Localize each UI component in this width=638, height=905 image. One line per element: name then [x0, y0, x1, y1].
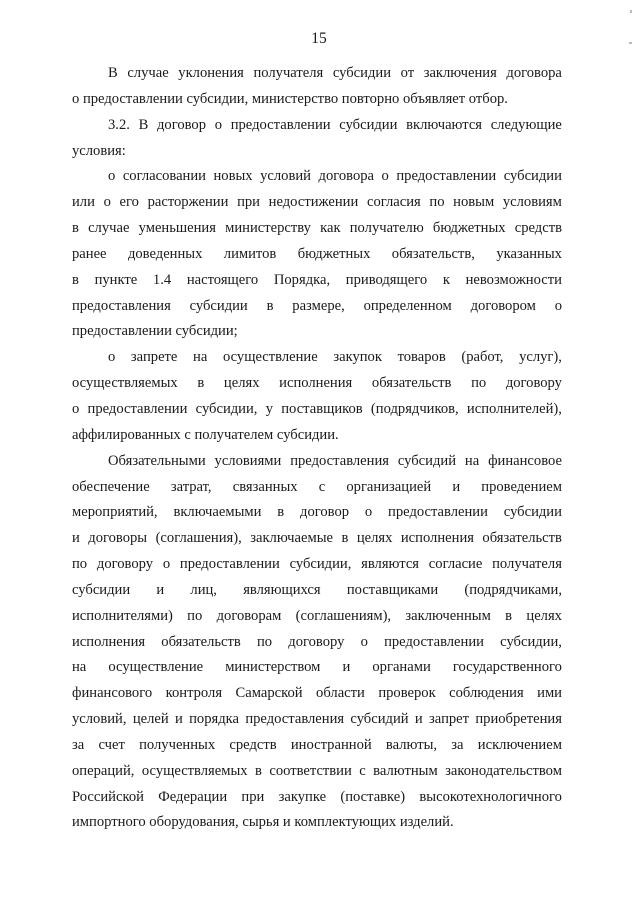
text-line: субсидии и лиц, являющихся поставщиками (подрядчиками,	[72, 581, 562, 598]
paragraph	[72, 164, 562, 345]
text-line: о запрете на осуществление закупок товаров (работ, услуг),	[108, 349, 562, 366]
text-line: условия:	[72, 142, 126, 159]
document-body	[72, 61, 562, 836]
text-line: о предоставлении субсидии, министерство повторно объявляет отбор.	[72, 90, 508, 107]
text-line: ранее доведенных лимитов бюджетных обязательств, указанных	[72, 245, 562, 262]
paragraph	[72, 61, 562, 113]
text-line: на осуществление министерством и органами государственного	[72, 659, 562, 676]
text-line: финансового контроля Самарской области проверок соблюдения ими	[72, 685, 562, 702]
text-line: импортного оборудования, сырья и комплектующих изделий.	[72, 814, 454, 831]
text-line: предоставления субсидии в размере, определенном договором о	[72, 297, 562, 314]
text-line: о предоставлении субсидии, у поставщиков (подрядчиков, исполнителей),	[72, 400, 562, 417]
text-line: по договору о предоставлении субсидии, являются согласие получателя	[72, 556, 562, 573]
text-line: в пункте 1.4 настоящего Порядка, приводящего к невозможности	[72, 271, 562, 288]
text-line: В случае уклонения получателя субсидии от заключения договора	[108, 65, 562, 81]
text-line: или о его расторжении при недостижении согласия по новым условиям	[72, 194, 562, 211]
scan-speck	[629, 42, 632, 44]
text-line: аффилированных с получателем субсидии.	[72, 426, 339, 443]
text-line: 3.2. В договор о предоставлении субсидии включаются следующие	[108, 116, 562, 133]
page-number: 15	[311, 30, 327, 47]
paragraph	[72, 113, 562, 165]
text-line: операций, осуществляемых в соответствии с валютным законодательством	[72, 762, 562, 779]
text-line: Обязательными условиями предоставления субсидий на финансовое	[108, 452, 562, 469]
scan-speck	[630, 10, 632, 13]
text-line: исполнителями) по договорам (соглашениям), заключенным в целях	[72, 607, 562, 624]
text-line: за счет полученных средств иностранной валюты, за исключением	[72, 736, 562, 753]
paragraph	[72, 345, 562, 448]
text-line: обеспечение затрат, связанных с организацией и проведением	[72, 478, 562, 495]
text-line: Российской Федерации при закупке (поставке) высокотехнологичного	[72, 788, 562, 805]
text-line: мероприятий, включаемыми в договор о предоставлении субсидии	[72, 504, 562, 521]
text-line: осуществляемых в целях исполнения обязательств по договору	[72, 375, 562, 392]
text-line: условий, целей и порядка предоставления субсидий и запрет приобретения	[72, 711, 562, 728]
paragraph	[72, 449, 562, 837]
text-line: о согласовании новых условий договора о предоставлении субсидии	[108, 168, 562, 185]
text-line: исполнения обязательств по договору о предоставлении субсидии,	[72, 633, 562, 650]
text-line: предоставлении субсидии;	[72, 323, 238, 340]
text-line: и договоры (соглашения), заключаемые в целях исполнения обязательств	[72, 530, 562, 547]
text-line: в случае уменьшения министерству как получателю бюджетных средств	[72, 220, 562, 237]
